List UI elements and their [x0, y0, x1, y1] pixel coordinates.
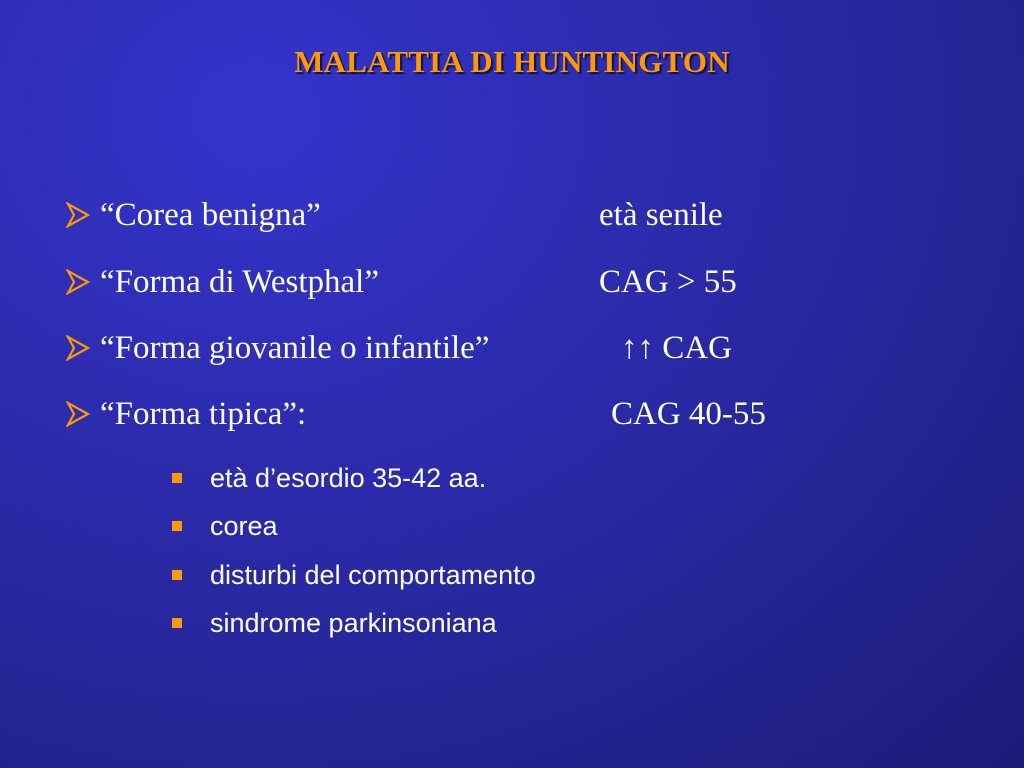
square-bullet-icon	[172, 570, 182, 580]
bullet-label: “Forma tipica”:	[100, 396, 307, 432]
sub-bullet-text: disturbi del comportamento	[210, 560, 536, 590]
square-bullet-icon	[172, 521, 182, 531]
sub-bullet-text: età d’esordio 35-42 aa.	[210, 463, 487, 493]
bullet-item	[66, 326, 966, 370]
sub-bullet-text: corea	[210, 511, 278, 541]
sub-bullet-item	[172, 557, 772, 593]
bullet-item	[66, 392, 966, 436]
bullet-value: CAG 40-55	[611, 396, 766, 432]
bullet-item	[66, 260, 966, 304]
bullet-label: “Corea benigna”	[100, 197, 321, 233]
sub-bullet-text: sindrome parkinsoniana	[210, 608, 497, 638]
bullet-value: ↑↑ CAG	[621, 330, 732, 366]
sub-bullet-item	[172, 460, 772, 496]
bullet-item	[66, 193, 966, 237]
bullet-value: età senile	[599, 197, 723, 233]
arrow-bullet-icon	[66, 260, 94, 304]
bullet-label: “Forma giovanile o infantile”	[100, 330, 490, 366]
bullet-value: CAG > 55	[599, 264, 737, 300]
square-bullet-icon	[172, 473, 182, 483]
sub-bullet-item	[172, 508, 772, 544]
arrow-bullet-icon	[66, 392, 94, 436]
bullet-label: “Forma di Westphal”	[100, 264, 380, 300]
square-bullet-icon	[172, 618, 182, 628]
arrow-bullet-icon	[66, 193, 94, 237]
sub-bullet-item	[172, 605, 772, 641]
arrow-bullet-icon	[66, 326, 94, 370]
slide-title: MALATTIA DI HUNTINGTON	[294, 44, 730, 79]
